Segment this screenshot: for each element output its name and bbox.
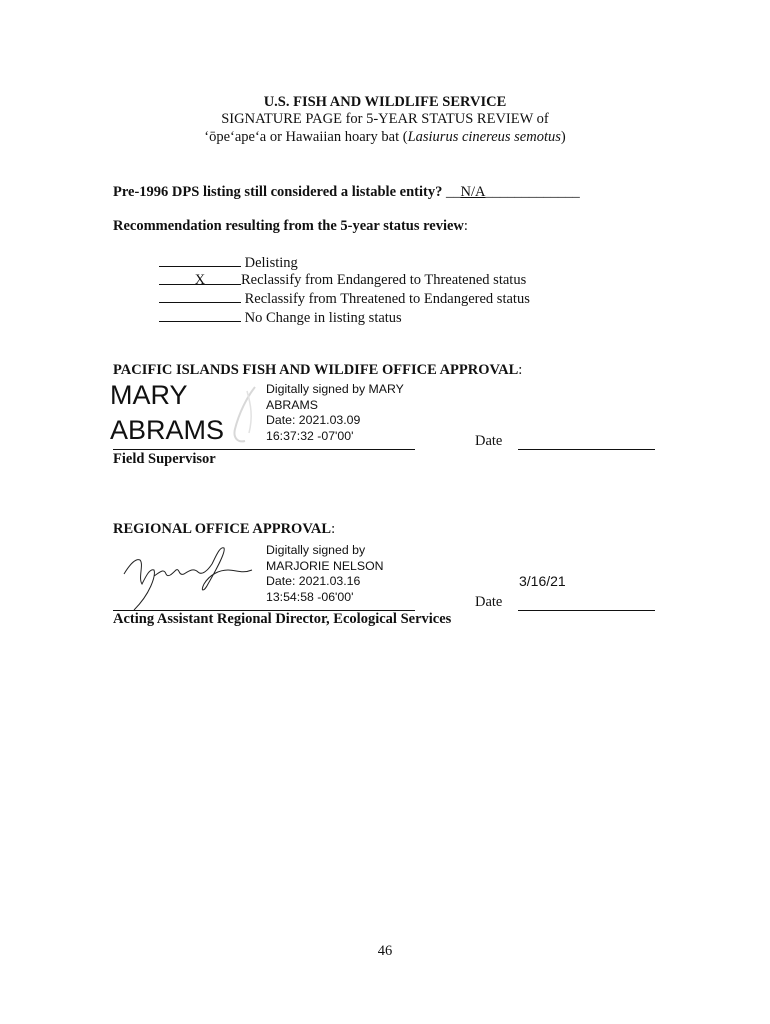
species-common-name: ‘ōpeʻapeʻa or Hawaiian hoary bat ( [204,129,408,145]
regional-date-line [518,610,655,611]
dps-answer: N/A [460,184,486,200]
option-label: Delisting [244,255,298,271]
option-label: Reclassify from Threatened to Endangered status [244,291,530,307]
sig-line: Date: 2021.03.16 [266,574,361,588]
sig-line: MARJORIE NELSON [266,558,384,573]
page-number: 46 [377,943,393,959]
dps-question [113,184,580,201]
option-no-change [159,309,402,327]
pacific-date-label: Date [475,433,503,449]
pacific-approval-heading [113,362,522,379]
sig-line: 16:37:32 -07'00' [266,428,354,443]
regional-digital-signature-text [266,543,384,605]
sig-line: Digitally signed by MARY [266,382,404,396]
signer-name-line1: MARY [110,380,188,410]
pacific-digital-signature-text [266,382,404,444]
dps-question-label: Pre-1996 DPS listing still considered a listable entity? [113,184,443,200]
digital-signature-watermark-icon [225,383,265,447]
species-close-paren: ) [560,129,566,145]
handwritten-signature-icon [120,540,260,612]
option-label: Reclassify from Endangered to Threatened status [241,272,527,288]
pacific-signer-role: Field Supervisor [113,451,216,467]
option-delisting [159,254,298,272]
option-label: No Change in listing status [244,310,402,326]
regional-date-value: 3/16/21 [519,573,566,589]
recommendation-heading [113,218,468,235]
species-line [0,129,770,146]
option-mark: X [159,272,241,285]
regional-signer-role: Acting Assistant Regional Director, Ecological Services [113,611,452,627]
option-mark [159,254,241,267]
recommendation-colon: : [463,218,468,234]
document-subtitle: SIGNATURE PAGE for 5-YEAR STATUS REVIEW of [221,111,549,127]
option-reclassify-e-to-t [159,272,526,289]
pacific-signature-line [113,449,415,450]
dps-answer-prefix: __ [445,184,461,200]
dps-answer-suffix: _____________ [485,184,580,200]
recommendation-label: Recommendation resulting from the 5-year status review [113,218,464,234]
signer-name-line2: ABRAMS [110,415,225,445]
regional-heading-colon: : [331,521,336,537]
agency-title: U.S. FISH AND WILDLIFE SERVICE [263,94,507,110]
species-latin-name: Lasiurus cinereus semotus [407,129,561,145]
sig-line: Digitally signed by [266,543,366,557]
regional-date-label: Date [475,594,503,610]
pacific-heading-label: PACIFIC ISLANDS FISH AND WILDIFE OFFICE APPROVAL [113,362,519,378]
regional-approval-heading [113,521,335,538]
option-mark [159,290,241,303]
sig-line: Date: 2021.03.09 [266,413,361,427]
sig-line: 13:54:58 -06'00' [266,589,354,604]
regional-heading-label: REGIONAL OFFICE APPROVAL [113,521,332,537]
sig-line: ABRAMS [266,397,318,412]
option-mark [159,309,241,322]
pacific-date-line [518,449,655,450]
pacific-heading-colon: : [518,362,523,378]
option-reclassify-t-to-e [159,290,530,308]
